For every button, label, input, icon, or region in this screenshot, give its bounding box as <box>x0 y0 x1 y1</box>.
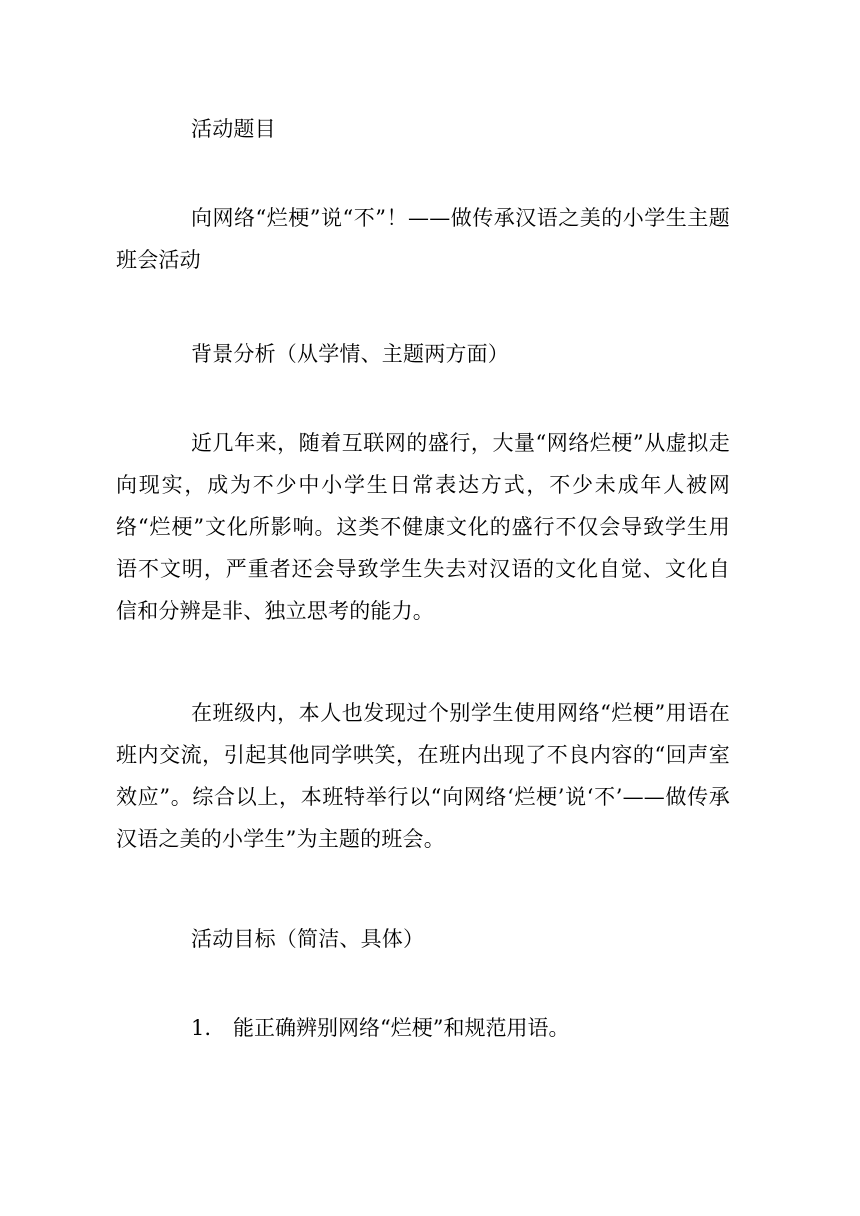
goals-heading: 活动目标（简洁、具体） <box>191 927 425 951</box>
goal-list-item <box>191 1007 731 1049</box>
activity-title-heading: 活动题目 <box>191 117 276 141</box>
background-paragraph-1: 近几年来，随着互联网的盛行，大量“网络烂梗”从虚拟走向现实，成为不少中小学生日常表达方式，不少未成年人被网络“烂梗”文化所影响。这类不健康文化的盛行不仅会导致学生用语不文明，严重者还会导致学生失去对汉语的文化自觉、文化自信和分辨是非、独立思考的能力。 <box>116 431 730 623</box>
goal-number: 1. <box>191 1016 212 1040</box>
background-heading: 背景分析（从学情、主题两方面） <box>191 342 509 366</box>
activity-title-text: 向网络“烂梗”说“不”！——做传承汉语之美的小学生主题班会活动 <box>116 206 730 272</box>
background-paragraph-2: 在班级内，本人也发现过个别学生使用网络“烂梗”用语在班内交流，引起其他同学哄笑，在班内出现了不良内容的“回声室效应”。综合以上，本班特举行以“向网络‘烂梗’说‘不’——做传承汉语之美的小学生”为主题的班会。 <box>116 701 730 851</box>
goal-text: 能正确辨别网络“烂梗”和规范用语。 <box>233 1016 570 1040</box>
